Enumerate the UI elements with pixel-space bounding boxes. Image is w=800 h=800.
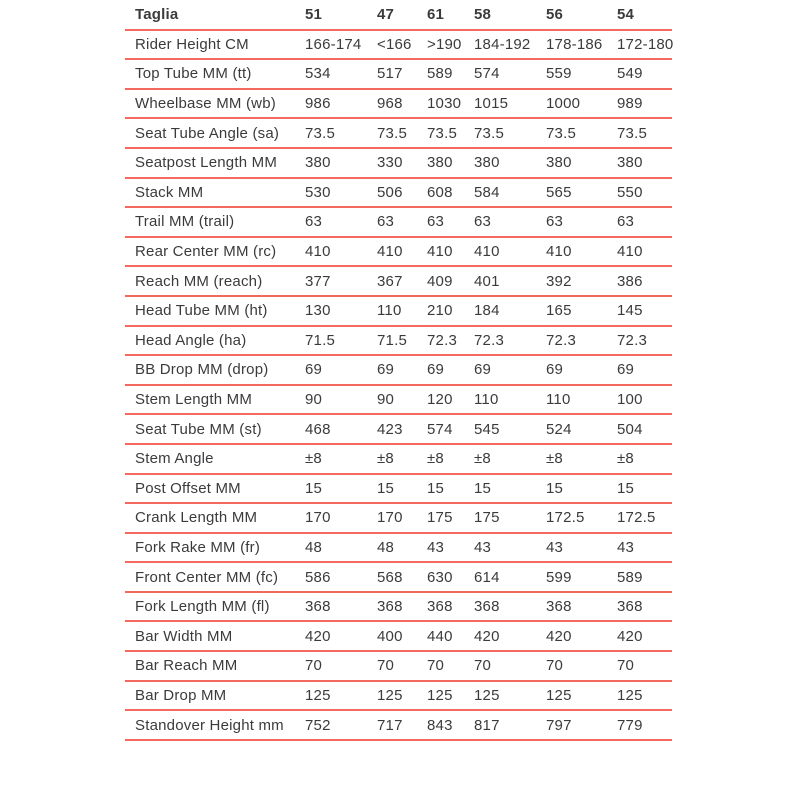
row-label-cell: Fork Rake MM (fr) [125,533,305,563]
geometry-table [125,0,672,741]
row-value-cell: 15 [427,474,474,504]
row-value-cell: 184-192 [474,30,546,60]
row-label-cell: Post Offset MM [125,474,305,504]
row-value-cell: 43 [546,533,617,563]
table-row [125,148,672,178]
row-label-cell: Stem Angle [125,444,305,474]
table-row [125,89,672,119]
row-value-cell: 70 [305,651,377,681]
row-value-cell: 534 [305,59,377,89]
row-value-cell: 72.3 [546,326,617,356]
table-row [125,533,672,563]
row-value-cell: 63 [617,207,672,237]
header-size-cell: 51 [305,0,377,30]
row-value-cell: 72.3 [474,326,546,356]
row-label-cell: Rider Height CM [125,30,305,60]
row-value-cell: 380 [546,148,617,178]
row-value-cell: 608 [427,178,474,208]
row-value-cell: 380 [427,148,474,178]
row-value-cell: 568 [377,562,427,592]
row-label-cell: Standover Height mm [125,710,305,740]
row-value-cell: 574 [474,59,546,89]
row-value-cell: 400 [377,621,427,651]
row-value-cell: 125 [427,681,474,711]
row-value-cell: 43 [617,533,672,563]
row-value-cell: 1030 [427,89,474,119]
row-value-cell: 368 [377,592,427,622]
row-value-cell: ±8 [474,444,546,474]
row-value-cell: 986 [305,89,377,119]
row-value-cell: 125 [305,681,377,711]
row-label-cell: Seatpost Length MM [125,148,305,178]
header-size-cell: 56 [546,0,617,30]
row-value-cell: 410 [546,237,617,267]
row-value-cell: 73.5 [377,118,427,148]
table-row [125,59,672,89]
row-value-cell: ±8 [377,444,427,474]
row-value-cell: 377 [305,266,377,296]
row-label-cell: Stack MM [125,178,305,208]
table-row [125,385,672,415]
row-value-cell: 386 [617,266,672,296]
row-value-cell: 90 [305,385,377,415]
row-value-cell: 599 [546,562,617,592]
row-value-cell: 73.5 [546,118,617,148]
row-value-cell: 368 [546,592,617,622]
row-value-cell: 586 [305,562,377,592]
row-value-cell: 70 [474,651,546,681]
row-value-cell: 69 [546,355,617,385]
row-value-cell: 172.5 [546,503,617,533]
row-value-cell: 100 [617,385,672,415]
row-value-cell: 178-186 [546,30,617,60]
row-value-cell: 468 [305,414,377,444]
row-label-cell: Head Angle (ha) [125,326,305,356]
row-value-cell: 574 [427,414,474,444]
row-value-cell: 368 [474,592,546,622]
row-value-cell: 73.5 [305,118,377,148]
row-value-cell: 48 [377,533,427,563]
row-value-cell: 524 [546,414,617,444]
row-label-cell: BB Drop MM (drop) [125,355,305,385]
row-value-cell: 380 [617,148,672,178]
row-value-cell: 797 [546,710,617,740]
row-value-cell: 70 [427,651,474,681]
row-value-cell: 70 [617,651,672,681]
geometry-table-head [125,0,672,30]
row-value-cell: 15 [546,474,617,504]
row-value-cell: 420 [305,621,377,651]
row-value-cell: 817 [474,710,546,740]
row-value-cell: 172-180 [617,30,672,60]
row-value-cell: 15 [305,474,377,504]
table-row [125,178,672,208]
row-value-cell: 71.5 [305,326,377,356]
table-row [125,651,672,681]
row-value-cell: 589 [427,59,474,89]
row-label-cell: Crank Length MM [125,503,305,533]
row-value-cell: 380 [474,148,546,178]
row-value-cell: 559 [546,59,617,89]
row-value-cell: 410 [377,237,427,267]
row-value-cell: 120 [427,385,474,415]
row-value-cell: 125 [617,681,672,711]
row-value-cell: 410 [427,237,474,267]
row-value-cell: 175 [474,503,546,533]
row-value-cell: 130 [305,296,377,326]
row-value-cell: 15 [474,474,546,504]
row-value-cell: 165 [546,296,617,326]
row-value-cell: 614 [474,562,546,592]
row-value-cell: 72.3 [617,326,672,356]
row-value-cell: ±8 [427,444,474,474]
row-value-cell: ±8 [305,444,377,474]
row-value-cell: >190 [427,30,474,60]
row-value-cell: 549 [617,59,672,89]
row-value-cell: 70 [546,651,617,681]
table-row [125,621,672,651]
table-row [125,414,672,444]
row-value-cell: 125 [546,681,617,711]
row-value-cell: 410 [474,237,546,267]
row-label-cell: Front Center MM (fc) [125,562,305,592]
row-value-cell: 145 [617,296,672,326]
row-value-cell: 72.3 [427,326,474,356]
row-value-cell: 69 [427,355,474,385]
row-label-cell: Bar Width MM [125,621,305,651]
row-value-cell: 63 [377,207,427,237]
header-size-cell: 61 [427,0,474,30]
row-value-cell: 420 [546,621,617,651]
row-value-cell: 368 [617,592,672,622]
row-value-cell: 73.5 [474,118,546,148]
row-value-cell: 73.5 [427,118,474,148]
row-value-cell: 166-174 [305,30,377,60]
row-value-cell: 110 [474,385,546,415]
table-row [125,237,672,267]
row-value-cell: 752 [305,710,377,740]
row-label-cell: Rear Center MM (rc) [125,237,305,267]
row-label-cell: Bar Reach MM [125,651,305,681]
row-value-cell: 420 [617,621,672,651]
row-value-cell: 989 [617,89,672,119]
row-value-cell: 69 [617,355,672,385]
row-value-cell: 530 [305,178,377,208]
row-value-cell: 43 [427,533,474,563]
table-row [125,592,672,622]
row-value-cell: 125 [377,681,427,711]
header-size-cell: 47 [377,0,427,30]
row-label-cell: Trail MM (trail) [125,207,305,237]
table-row [125,355,672,385]
row-value-cell: 584 [474,178,546,208]
row-value-cell: 1015 [474,89,546,119]
table-row [125,30,672,60]
row-value-cell: 517 [377,59,427,89]
row-value-cell: 69 [377,355,427,385]
row-value-cell: 392 [546,266,617,296]
row-label-cell: Bar Drop MM [125,681,305,711]
row-value-cell: 172.5 [617,503,672,533]
table-row [125,681,672,711]
table-row [125,444,672,474]
row-label-cell: Wheelbase MM (wb) [125,89,305,119]
row-value-cell: 401 [474,266,546,296]
table-row [125,118,672,148]
row-value-cell: 545 [474,414,546,444]
row-value-cell: 504 [617,414,672,444]
row-value-cell: 170 [305,503,377,533]
row-value-cell: 420 [474,621,546,651]
row-value-cell: 423 [377,414,427,444]
row-value-cell: 15 [377,474,427,504]
row-value-cell: 69 [305,355,377,385]
row-value-cell: 63 [305,207,377,237]
row-value-cell: 410 [305,237,377,267]
row-value-cell: 380 [305,148,377,178]
row-value-cell: 330 [377,148,427,178]
row-value-cell: 48 [305,533,377,563]
row-label-cell: Head Tube MM (ht) [125,296,305,326]
row-value-cell: 110 [546,385,617,415]
row-value-cell: 125 [474,681,546,711]
table-row [125,207,672,237]
row-value-cell: 368 [305,592,377,622]
table-header-row [125,0,672,30]
geometry-table-body [125,30,672,740]
header-size-cell: 54 [617,0,672,30]
table-row [125,326,672,356]
row-value-cell: 90 [377,385,427,415]
row-value-cell: 550 [617,178,672,208]
row-label-cell: Fork Length MM (fl) [125,592,305,622]
row-value-cell: 43 [474,533,546,563]
table-row [125,710,672,740]
row-value-cell: 170 [377,503,427,533]
geometry-table-container [125,0,672,741]
row-value-cell: 440 [427,621,474,651]
row-value-cell: 630 [427,562,474,592]
row-value-cell: 63 [546,207,617,237]
row-label-cell: Reach MM (reach) [125,266,305,296]
row-value-cell: <166 [377,30,427,60]
row-value-cell: 1000 [546,89,617,119]
table-row [125,503,672,533]
row-value-cell: 779 [617,710,672,740]
row-value-cell: 367 [377,266,427,296]
row-value-cell: 175 [427,503,474,533]
row-label-cell: Stem Length MM [125,385,305,415]
row-value-cell: 843 [427,710,474,740]
row-value-cell: 506 [377,178,427,208]
row-value-cell: 368 [427,592,474,622]
table-row [125,562,672,592]
table-row [125,266,672,296]
row-value-cell: 409 [427,266,474,296]
row-value-cell: 69 [474,355,546,385]
table-row [125,474,672,504]
row-value-cell: 71.5 [377,326,427,356]
row-label-cell: Seat Tube MM (st) [125,414,305,444]
row-value-cell: 15 [617,474,672,504]
row-value-cell: 565 [546,178,617,208]
row-label-cell: Seat Tube Angle (sa) [125,118,305,148]
row-value-cell: 184 [474,296,546,326]
row-value-cell: 73.5 [617,118,672,148]
row-value-cell: 63 [427,207,474,237]
row-label-cell: Top Tube MM (tt) [125,59,305,89]
table-row [125,296,672,326]
row-value-cell: 968 [377,89,427,119]
row-value-cell: 210 [427,296,474,326]
row-value-cell: 63 [474,207,546,237]
row-value-cell: 110 [377,296,427,326]
row-value-cell: ±8 [617,444,672,474]
row-value-cell: 589 [617,562,672,592]
header-size-cell: 58 [474,0,546,30]
row-value-cell: ±8 [546,444,617,474]
header-label-cell: Taglia [125,0,305,30]
row-value-cell: 70 [377,651,427,681]
row-value-cell: 410 [617,237,672,267]
row-value-cell: 717 [377,710,427,740]
